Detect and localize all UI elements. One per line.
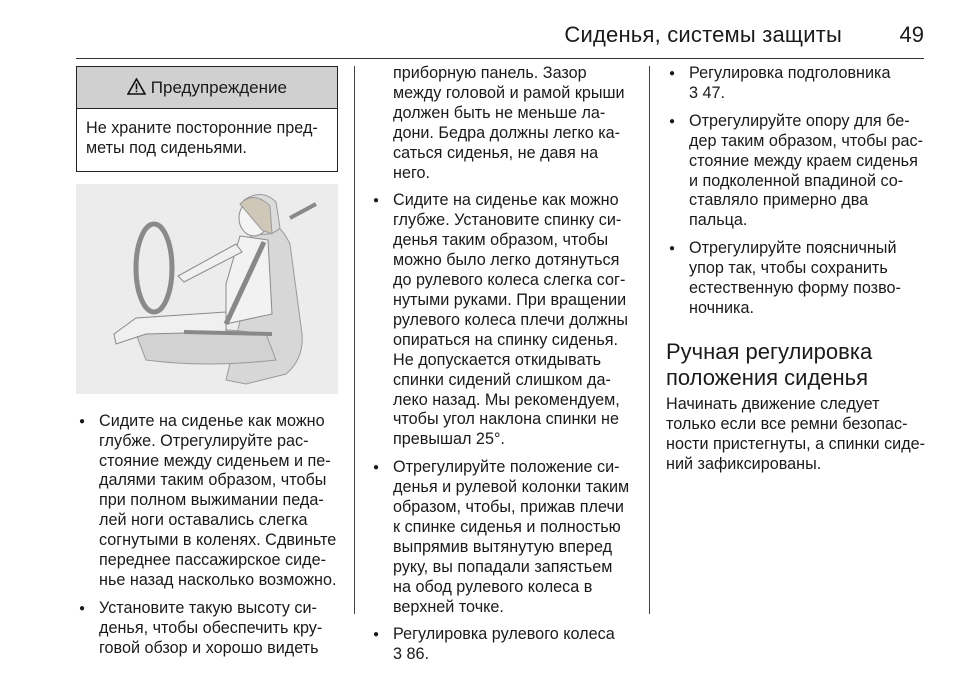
header-rule [76, 58, 924, 59]
warning-box [76, 66, 338, 172]
section-body: Начинать движение следует только если все ремни безопас-ности пристегнуты, а спинки сиде-ний зафиксированы. [666, 394, 926, 473]
page-number: 49 [899, 22, 924, 47]
column-divider-1 [354, 66, 355, 614]
continued-text: приборную панель. Зазор между головой и рамой крыши должен быть не меньше ла-дони. Бедра должны легко ка-саться сиденья, не давя на него. [393, 64, 625, 182]
list-item: ● Отрегулируйте опору для бе-дер таким образом, чтобы рас-стояние между краем сиденья и подколенной впадиной со-ставляло примерно два пальца. [666, 112, 928, 231]
seated-driver-illustration [76, 184, 338, 394]
chapter-title: Сиденья, системы защиты [564, 22, 842, 47]
warning-title: Предупреждение [150, 78, 287, 97]
column-1 [76, 64, 338, 667]
column-2 [370, 64, 634, 673]
bullet-list-column-1 [76, 412, 338, 659]
list-item: ● Установите такую высоту си-денья, чтобы обеспечить кру-говой обзор и хорошо видеть [76, 599, 338, 659]
column-divider-2 [649, 66, 650, 614]
list-item: ● Регулировка подголовника 3 47. [666, 64, 928, 104]
list-item: ● Регулировка рулевого колеса 3 86. [370, 625, 634, 665]
column-3 [666, 64, 928, 475]
warning-triangle-icon [127, 78, 151, 97]
warning-text: Не храните посторонние пред- меты под сиденьями. [86, 118, 318, 157]
warning-header [77, 67, 337, 109]
list-item: ● Сидите на сиденье как можно глубже. Отрегулируйте рас-стояние между сиденьем и пе-далями таким образом, чтобы при полном выжимании педа-лей ноги оставались слегка согнутыми в коленях. Сдвиньте переднее пассажирское сиде-нье назад насколько возможно. [76, 412, 338, 591]
bullet-list-column-3 [666, 64, 928, 319]
list-item: ● Сидите на сиденье как можно глубже. Установите спинку си-денья таким образом, чтобы можно было легко дотянуться до рулевого колеса слегка сог-нутыми руками. При вращении рулевого колеса плечи должны опираться на спинку сиденья. Не допускается откидывать спинки сидений слишком да-леко назад. Мы рекомендуем, чтобы угол наклона спинки не превышал 25°. [370, 191, 634, 450]
bullet-list-column-2 [370, 191, 634, 665]
section-heading: Ручная регулировка положения сиденья [666, 338, 873, 390]
list-item: ● Отрегулируйте положение си-денья и рулевой колонки таким образом, чтобы, прижав плечи к спинке сиденья и полностью выпрямив вытянутую вперед руку, вы попадали запястьем на обод рулевого колеса в верхней точке. [370, 458, 634, 617]
list-item: ● Отрегулируйте поясничный упор так, чтобы сохранить естественную форму позво-ночника. [666, 239, 928, 319]
